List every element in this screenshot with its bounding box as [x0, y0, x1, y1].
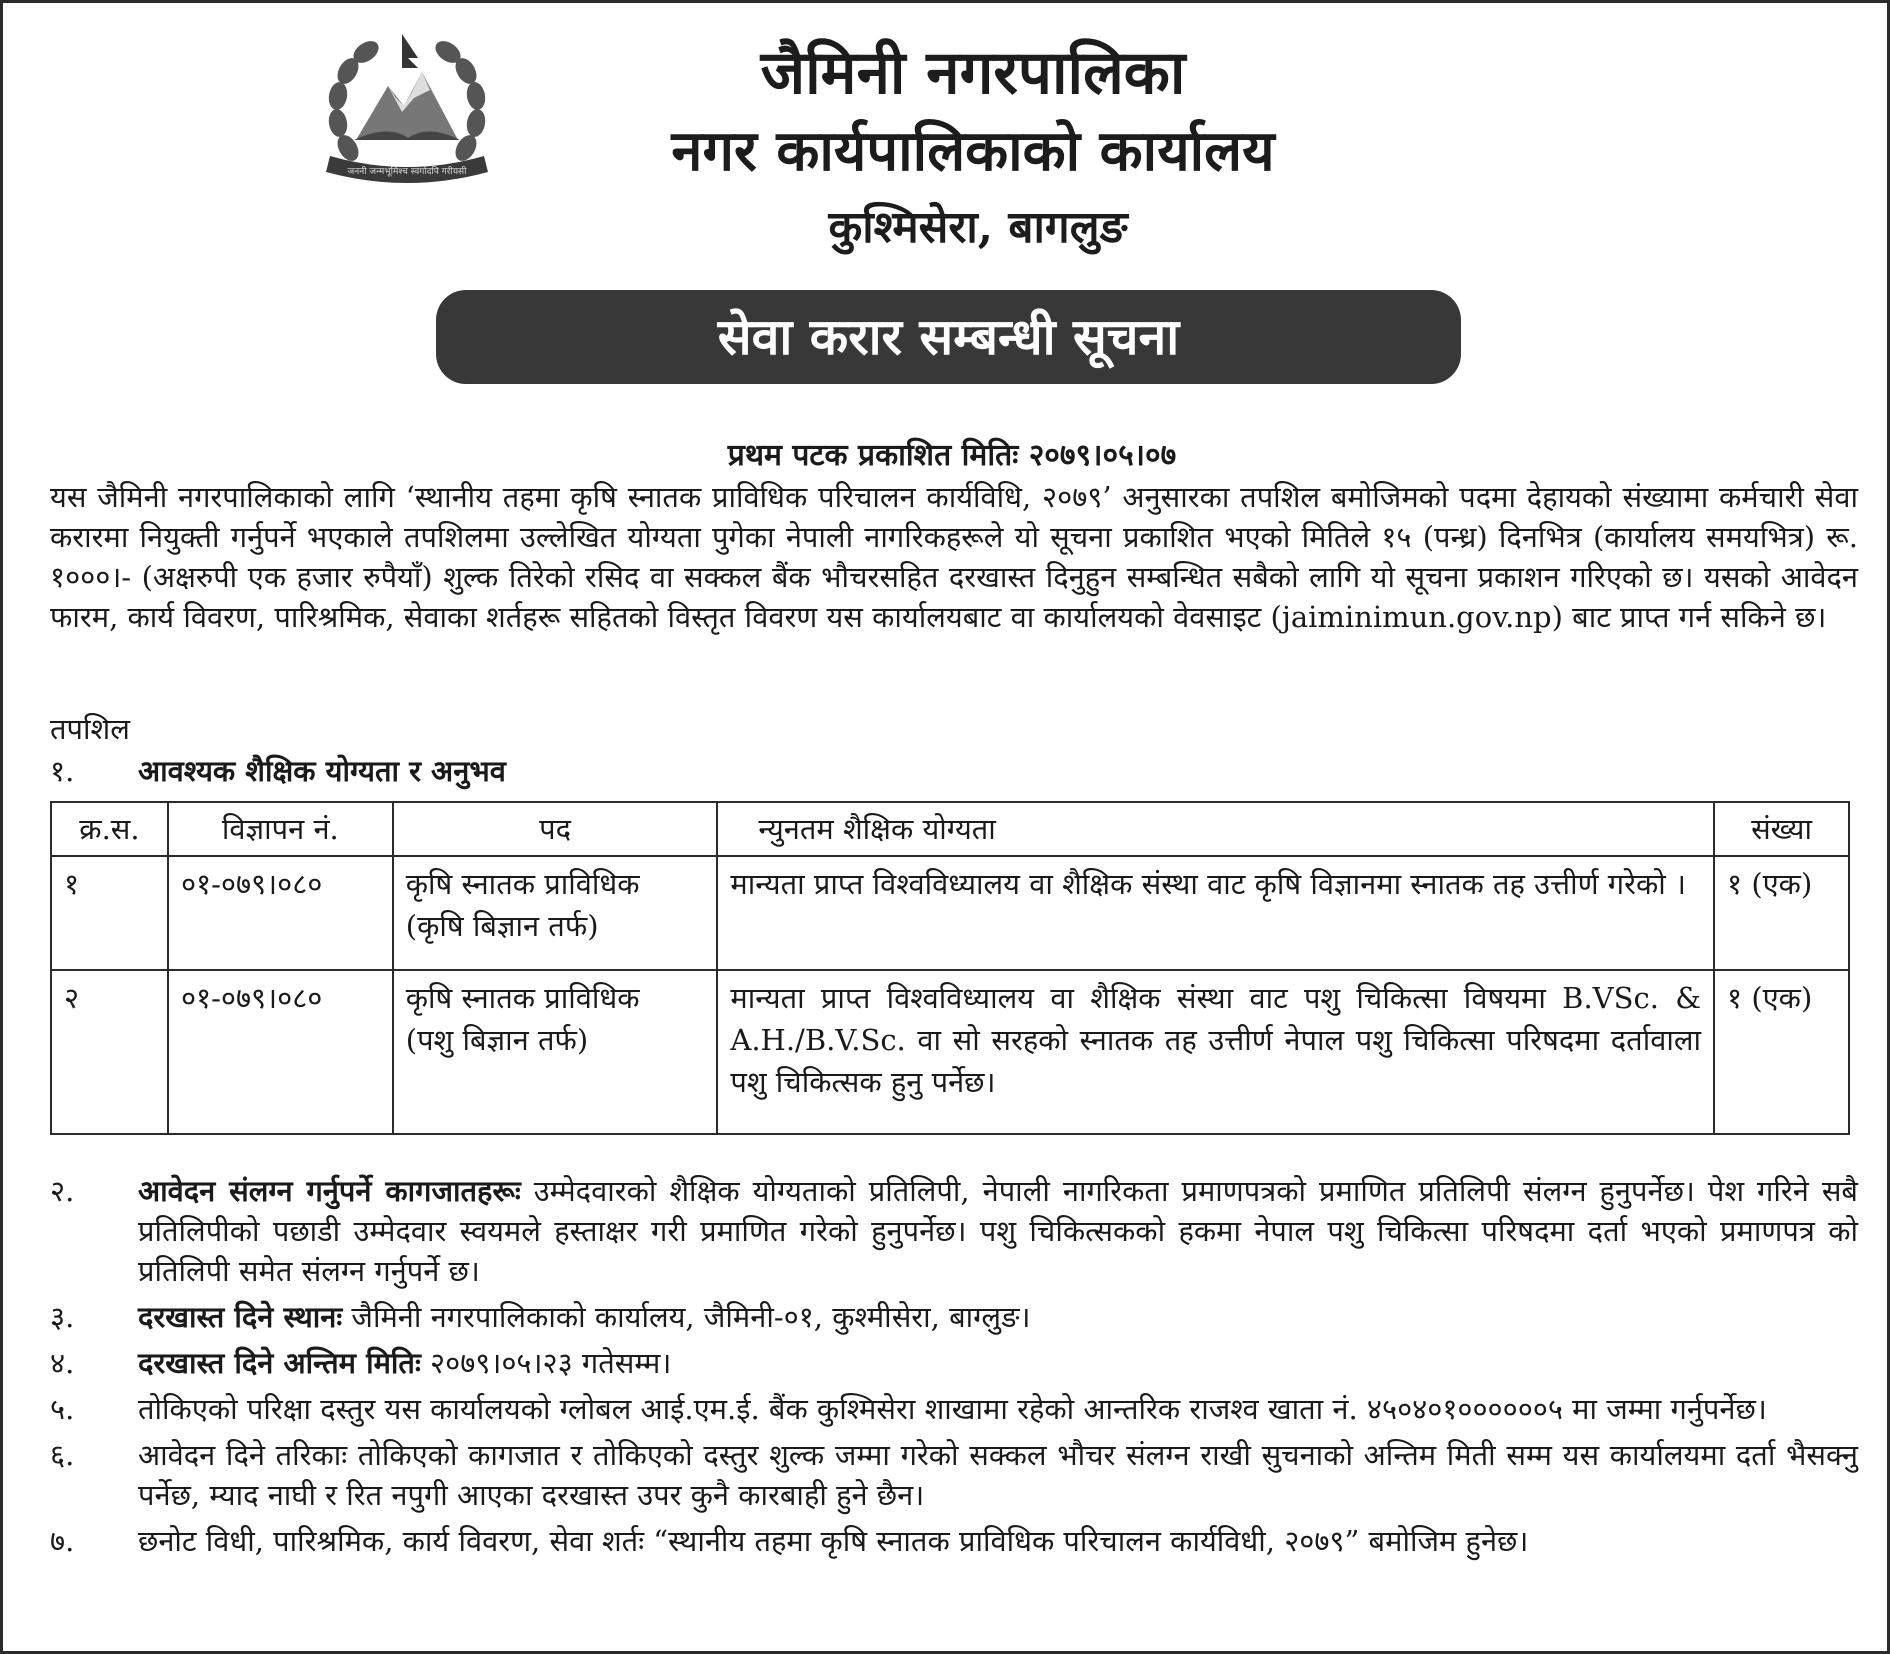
- notice-banner: सेवा करार सम्बन्धी सूचना: [436, 290, 1461, 384]
- emblem-motto: जननी जन्मभूमिश्च स्वर्गादपि गरीयसी: [347, 167, 467, 177]
- item-label: दरखास्त दिने अन्तिम मितिः: [138, 1346, 421, 1380]
- item-label: आवेदन संलग्न गर्नुपर्ने कागजातहरूः: [138, 1174, 521, 1208]
- section-title: आवश्यक शैक्षिक योग्यता र अनुभव: [138, 754, 506, 788]
- item-number: ५.: [50, 1392, 75, 1426]
- office-address: कुश्मिसेरा, बागलुङ: [828, 202, 1128, 253]
- item-text: उम्मेदवारको शैक्षिक योग्यताको प्रतिलिपी, नेपाली नागरिकता प्रमाणपत्रको प्रमाणित प्रतिलिपी संलग्न हुनुपर्नेछ। पेश गरिने सबै प्रतिलिपीको पछाडी उम्मेदवार स्वयमले हस्ताक्षर गरी प्रमाणित गरेको हुनुपर्नेछ। पशु चिकित्सकको हकमा नेपाल पशु चिकित्सा परिषदमा दर्ता भएको प्रमाणपत्र को प्रतिलिपी समेत संलग्न गर्नुपर्ने छ।: [138, 1174, 1858, 1288]
- cell-count: १ (एक): [1714, 970, 1849, 1134]
- item-text: जैमिनी नगरपालिकाको कार्यालय, जैमिनी-०१, कुश्मीसेरा, बाग्लुङ।: [342, 1300, 1031, 1334]
- item-number: २.: [50, 1174, 75, 1208]
- post-subtitle: (कृषि बिज्ञान तर्फ): [405, 909, 599, 943]
- list-item: [50, 1343, 1858, 1383]
- cell-sn: २: [51, 970, 168, 1134]
- cell-sn: १: [51, 856, 168, 970]
- item-number: ७.: [50, 1524, 75, 1558]
- cell-qualification: मान्यता प्राप्त विश्वविध्यालय वा शैक्षिक संस्था वाट पशु चिकित्सा विषयमा B.VSc. & A.H./B.V.Sc. वा सो सरहको स्नातक तह उत्तीर्ण नेपाल पशु चिकित्सा परिषदमा दर्तावाला पशु चिकित्सक हुनु पर्नेछ।: [717, 970, 1714, 1134]
- table-header-row: [51, 802, 1849, 856]
- col-header-ad-number: विज्ञापन नं.: [168, 802, 393, 856]
- table-row: [51, 856, 1849, 970]
- positions-table: [50, 801, 1850, 1135]
- cell-count: १ (एक): [1714, 856, 1849, 970]
- item-text: छनोट विधी, पारिश्रमिक, कार्य विवरण, सेवा शर्तः “स्थानीय तहमा कृषि स्नातक प्राविधिक परिचालन कार्यविधी, २०७९” बमोजिम हुनेछ।: [138, 1524, 1529, 1558]
- col-header-sn: क्र.स.: [51, 802, 168, 856]
- publish-date: प्रथम पटक प्रकाशित मितिः २०७९।०५।०७: [727, 438, 1177, 473]
- col-header-qualification: न्युनतम शैक्षिक योग्यता: [717, 802, 1714, 856]
- item-label: दरखास्त दिने स्थानः: [138, 1300, 343, 1334]
- post-title: कृषि स्नातक प्राविधिक: [405, 867, 640, 901]
- office-title: नगर कार्यपालिकाको कार्यालय: [671, 118, 1275, 184]
- list-item: [50, 1297, 1858, 1337]
- item-number: ३.: [50, 1300, 75, 1334]
- list-item: [50, 1521, 1858, 1561]
- item-number: ६.: [50, 1438, 75, 1472]
- item-text: २०७९।०५।२३ गतेसम्म।: [420, 1346, 672, 1380]
- cell-post: [393, 856, 718, 970]
- tapsil-label: तपशिल: [50, 712, 130, 746]
- list-item: [50, 1171, 1858, 1291]
- notice-items: [50, 1171, 1858, 1567]
- cell-ad-number: ०१-०७९।०८०: [168, 856, 393, 970]
- cell-qualification: मान्यता प्राप्त विश्वविध्यालय वा शैक्षिक संस्था वाट कृषि विज्ञानमा स्नातक तह उत्तीर्ण गरेको ।: [717, 856, 1714, 970]
- item-text: तोकिएको परिक्षा दस्तुर यस कार्यालयको ग्लोबल आई.एम.ई. बैंक कुश्मिसेरा शाखामा रहेको आन्तरिक राजश्व खाता नं. ४५०४०१००००००५ मा जम्मा गर्नुपर्नेछ।: [138, 1392, 1767, 1426]
- cell-ad-number: ०१-०७९।०८०: [168, 970, 393, 1134]
- item-text: आवेदन दिने तरिकाः तोकिएको कागजात र तोकिएको दस्तुर शुल्क जम्मा गरेको सक्कल भौचर संलग्न राखी सुचनाको अन्तिम मिती सम्म यस कार्यालयमा दर्ता भैसक्नु पर्नेछ, म्याद नाघी र रित नपुगी आएका दरखास्त उपर कुनै कारबाही हुने छैन।: [138, 1438, 1858, 1512]
- col-header-post: पद: [393, 802, 718, 856]
- post-subtitle: (पशु बिज्ञान तर्फ): [405, 1023, 589, 1057]
- list-item: [50, 1389, 1858, 1429]
- post-title: कृषि स्नातक प्राविधिक: [405, 981, 640, 1015]
- item-number: ४.: [50, 1346, 75, 1380]
- municipality-title: जैमिनी नगरपालिका: [760, 38, 1186, 108]
- section-number: १.: [50, 754, 75, 788]
- cell-post: [393, 970, 718, 1134]
- table-row: [51, 970, 1849, 1134]
- list-item: [50, 1435, 1858, 1515]
- intro-paragraph: यस जैमिनी नगरपालिकाको लागि ‘स्थानीय तहमा कृषि स्नातक प्राविधिक परिचालन कार्यविधि, २०७९’ अनुसारका तपशिल बमोजिमको पदमा देहायको संख्यामा कर्मचारी सेवा करारमा नियुक्ती गर्नुपर्ने भएकाले तपशिलमा उल्लेखित योग्यता पुगेका नेपाली नागरिकहरूले यो सूचना प्रकाशित भएको मितिले १५ (पन्ध्र) दिनभित्र (कार्यालय समयभित्र) रू. १०००।- (अक्षरुपी एक हजार रुपैयाँ) शुल्क तिरेको रसिद वा सक्कल बैंक भौचरसहित दरखास्त दिनुहुन सम्बन्धित सबैको लागि यो सूचना प्रकाशन गरिएको छ। यसको आवेदन फारम, कार्य विवरण, पारिश्रमिक, सेवाका शर्तहरू सहितको विस्तृत विवरण यस कार्यालयबाट वा कार्यालयको वेवसाइट (jaiminimun.gov.np) बाट प्राप्त गर्न सकिने छ।: [50, 480, 1858, 634]
- col-header-count: संख्या: [1714, 802, 1849, 856]
- section-heading: [50, 751, 506, 791]
